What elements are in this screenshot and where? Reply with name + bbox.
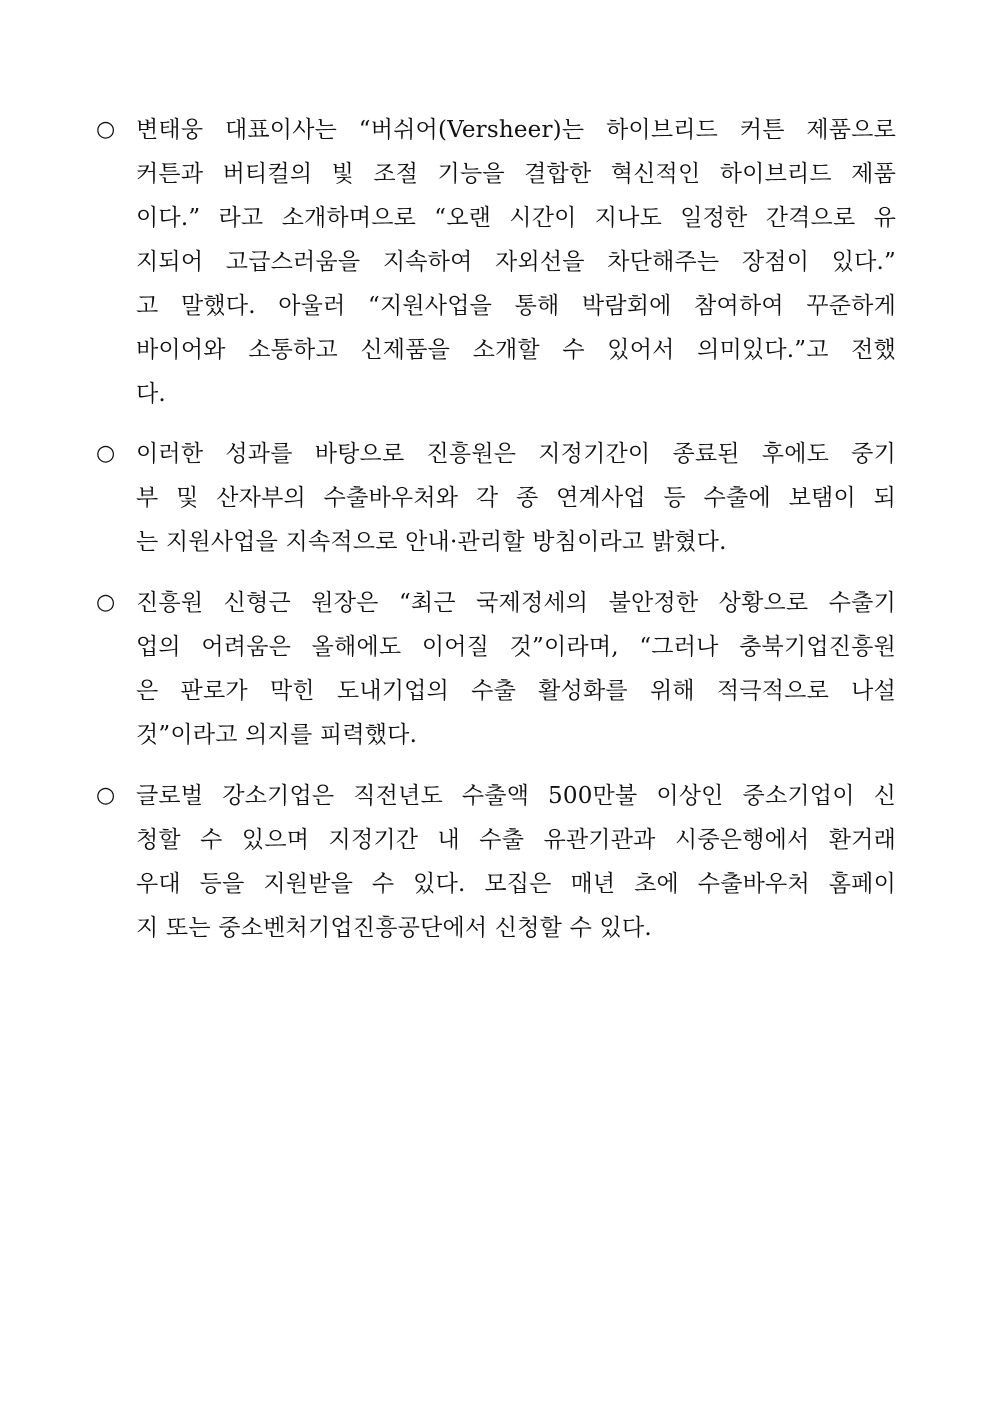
- text-line: 는 지원사업을 지속적으로 안내·관리할 방침이라고 밝혔다.: [136, 529, 727, 555]
- text-line: 이다.” 라고 소개하며으로 “오랜 시간이 지나도 일정한 간격으로 유: [136, 205, 896, 231]
- text-line: 것”이라고 의지를 피력했다.: [136, 722, 418, 748]
- text-line: 부 및 산자부의 수출바우처와 각 종 연계사업 등 수출에 보탬이 되: [136, 485, 896, 511]
- circle-bullet-icon: ○: [96, 783, 116, 808]
- paragraph-follow-up-support: [96, 432, 896, 564]
- text-line: 변태웅 대표이사는 “버쉬어(Versheer)는 하이브리드 커튼 제품으로: [136, 117, 896, 143]
- circle-bullet-icon: ○: [96, 441, 116, 466]
- text-line: 업의 어려움은 올해에도 이어질 것”이라며, “그러나 충북기업진흥원: [136, 634, 896, 660]
- paragraph-eligibility: [96, 774, 896, 950]
- text-line: 은 판로가 막힌 도내기업의 수출 활성화를 위해 적극적으로 나설: [136, 678, 896, 704]
- text-line: 청할 수 있으며 지정기간 내 수출 유관기관과 시중은행에서 환거래: [136, 827, 896, 853]
- text-line: 글로벌 강소기업은 직전년도 수출액 500만불 이상인 중소기업이 신: [136, 783, 896, 809]
- paragraph-director-remarks: [96, 581, 896, 757]
- text-line: 커튼과 버티컬의 빛 조절 기능을 결합한 혁신적인 하이브리드 제품: [136, 161, 896, 187]
- text-line: 고 말했다. 아울러 “지원사업을 통해 박람회에 참여하여 꾸준하게: [136, 293, 896, 319]
- text-line: 다.: [136, 381, 166, 407]
- circle-bullet-icon: ○: [96, 590, 116, 615]
- text-line: 진흥원 신형근 원장은 “최근 국제정세의 불안정한 상황으로 수출기: [136, 590, 896, 616]
- text-line: 이러한 성과를 바탕으로 진흥원은 지정기간이 종료된 후에도 중기: [136, 441, 896, 467]
- text-line: 우대 등을 지원받을 수 있다. 모집은 매년 초에 수출바우처 홈페이: [136, 871, 896, 897]
- text-line: 지되어 고급스러움을 지속하여 자외선을 차단해주는 장점이 있다.”: [136, 249, 896, 275]
- paragraph-ceo-quote: [96, 108, 896, 416]
- text-line: 바이어와 소통하고 신제품을 소개할 수 있어서 의미있다.”고 전했: [136, 337, 896, 363]
- text-line: 지 또는 중소벤처기업진흥공단에서 신청할 수 있다.: [136, 915, 652, 941]
- circle-bullet-icon: ○: [96, 117, 116, 142]
